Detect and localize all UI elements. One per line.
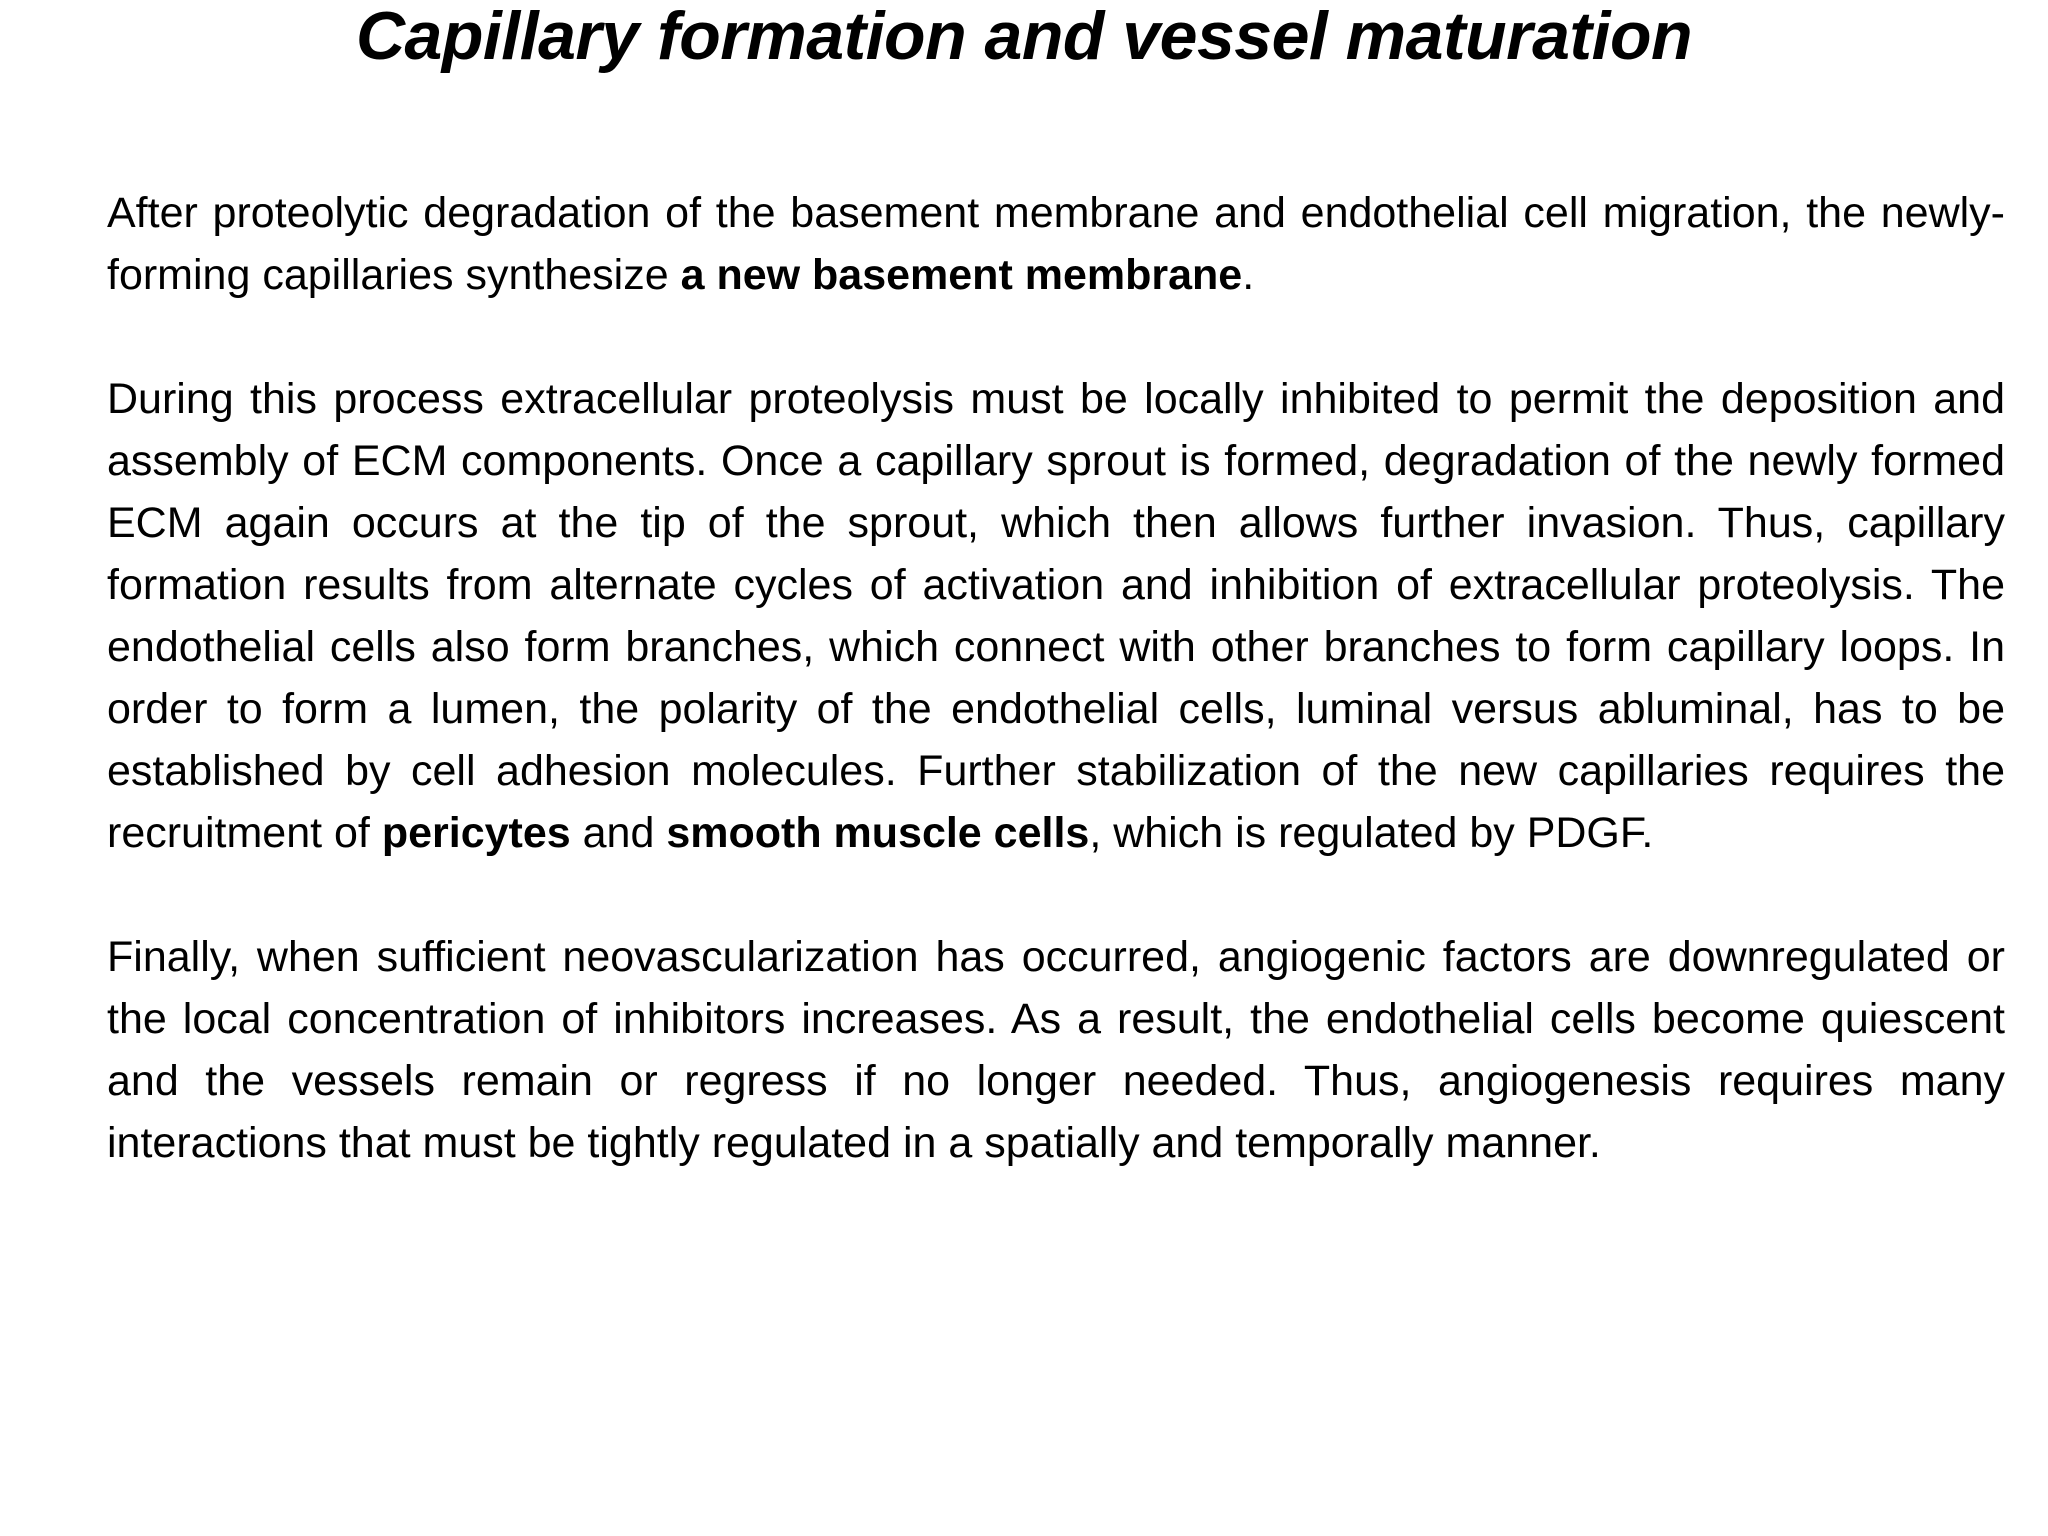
paragraph-text: During this process extracellular proteolysis must be locally inhibited to permit the deposition and assembly of ECM components. Once a capillary sprout is formed, degradation of the newly formed ECM again occurs at the tip of the sprout, which then allows further invasion. Thus, capillary formation results from alternate cycles of activation and inhibition of extracellular proteolysis. The endothelial cells also form branches, which connect with other branches to form capillary loops. In order to form a lumen, the polarity of the endothelial cells, luminal versus abluminal, has to be established by cell adhesion molecules. Further stabilization of the new capillaries requires the recruitment of [107,375,2005,857]
paragraph-text: Finally, when sufficient neovascularization has occurred, angiogenic factors are downregulated or the local concentration of inhibitors increases. As a result, the endothelial cells become quiescent and the vessels remain or regress if no longer needed. Thus, angiogenesis requires many interactions that must be tightly regulated in a spatially and temporally manner. [107,933,2005,1167]
paragraph-basement-membrane [107,182,2005,306]
paragraph-proteolysis [107,368,2005,864]
bold-term-pericytes: pericytes [381,809,571,857]
paragraph-text: and [570,809,667,857]
slide-body [107,182,2005,1174]
bold-term-new-basement-membrane: a new basement membrane [680,251,1243,299]
slide-title: Capillary formation and vessel maturation [355,0,1693,74]
paragraph-text: , which is regulated by PDGF. [1089,809,1654,857]
bold-term-smooth-muscle-cells: smooth muscle cells [666,809,1090,857]
paragraph-neovascularization [107,926,2005,1174]
paragraph-text: After proteolytic degradation of the basement membrane and endothelial cell migration, the newly-forming capillaries synthesize [107,189,2005,299]
paragraph-text: . [1242,251,1255,299]
